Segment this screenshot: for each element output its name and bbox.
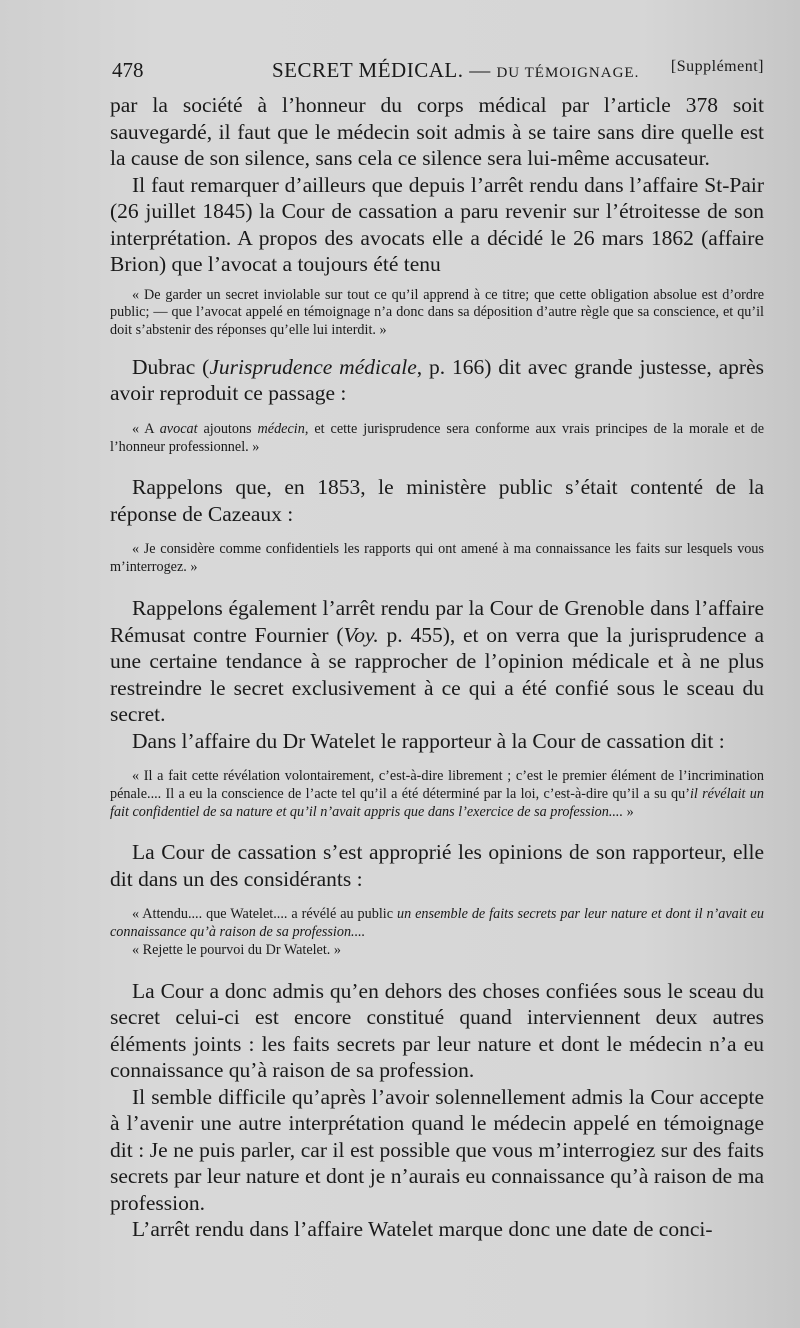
paragraph: Dans l’affaire du Dr Watelet le rapporteur à la Cour de cassation dit : [132,728,725,753]
quotation: « Il a fait cette révélation volontairement, c’est-à-dire librement ; c’est le premier élément de l’incrimination pénale.... Il a eu la conscience de l’acte tel qu’il a été déterminé par la loi, c’est-à-dire qu’il a su qu’il révélait un fait confidentiel de sa nature et qu’il n’avait appris que dans l’exercice de sa profession.... » [110,768,764,820]
quotation: « De garder un secret inviolable sur tout ce qu’il apprend à ce titre; que cette obligation absolue est d’ordre public; — que l’avocat appelé en témoignage n’a donc dans sa déposition d’autre règle que sa conscience, et qu’il doit s’abstenir des réponses qu’elle lui interdit. » [110,286,764,339]
paragraph: L’arrêt rendu dans l’affaire Watelet marque donc une date de conci- [132,1217,713,1242]
section-label: [Supplément] [670,58,764,75]
paragraph: La Cour de cassation s’est approprié les opinions de son rapporteur, elle dit dans un des considérants : [110,840,764,891]
paragraph: Rappelons que, en 1853, le ministère public s’était contenté de la réponse de Cazeaux : [110,475,764,526]
book-title: Jurisprudence médicale [209,354,417,379]
running-title-main: SECRET MÉDICAL. — [272,58,497,82]
quotation: « Je considère comme confidentiels les rapports qui ont amené à ma connaissance les faits sur lesquels vous m’interrogez. » [110,541,764,576]
paragraph: Rappelons également l’arrêt rendu par la Cour de Grenoble dans l’affaire Rémusat contre Fournier (Voy. p. 455), et on verra que la jurisprudence a une certaine tendance à se rapprocher de l’opinion médicale et à ne plus restreindre le secret exclusivement à ce qui a été confié sous le sceau du secret. [110,596,764,727]
quotation: « Attendu.... que Watelet.... a révélé au public un ensemble de faits secrets par leur nature et dont il n’avait eu connaissance qu’à raison de sa profession.... [110,906,764,941]
page-body [110,92,764,1243]
paragraph: Dubrac (Jurisprudence médicale, p. 166) dit avec grande justesse, après avoir reproduit ce passage : [110,354,764,406]
running-title [272,58,639,83]
paragraph: Il faut remarquer d’ailleurs que depuis l’arrêt rendu dans l’affaire St-Pair (26 juillet 1845) la Cour de cassation a paru revenir sur l’étroitesse de son interprétation. A propos des avocats elle a décidé le 26 mars 1862 (affaire Brion) que l’avocat a toujours été tenu [110,172,764,276]
quotation: « Rejette le pourvoi du Dr Watelet. » [132,942,341,959]
page-number: 478 [112,58,144,82]
quotation: « A avocat ajoutons médecin, et cette jurisprudence sera conforme aux vrais principes de la morale et de l’honneur professionnel. » [110,420,764,455]
running-title-sub: DU TÉMOIGNAGE. [496,65,640,81]
paragraph: La Cour a donc admis qu’en dehors des choses confiées sous le sceau du secret celui-ci est encore constitué quand interviennent deux autres éléments joints : les faits secrets par leur nature et dont le médecin n’a eu connaissance qu’à raison de sa profession. [110,978,764,1083]
paragraph: Il semble difficile qu’après l’avoir solennellement admis la Cour accepte à l’avenir une autre interprétation quand le médecin appelé en témoignage dit : Je ne puis parler, car il est possible que vous m’interrogiez sur des faits secrets par leur nature et dont je n’aurais eu connaissance qu’à raison de ma profession. [110,1084,764,1215]
paragraph: par la société à l’honneur du corps médical par l’article 378 soit sauvegardé, il faut que le médecin soit admis à se taire sans dire quelle est la cause de son silence, sans cela ce silence sera lui-même accusateur. [110,93,764,170]
running-header [112,58,764,88]
